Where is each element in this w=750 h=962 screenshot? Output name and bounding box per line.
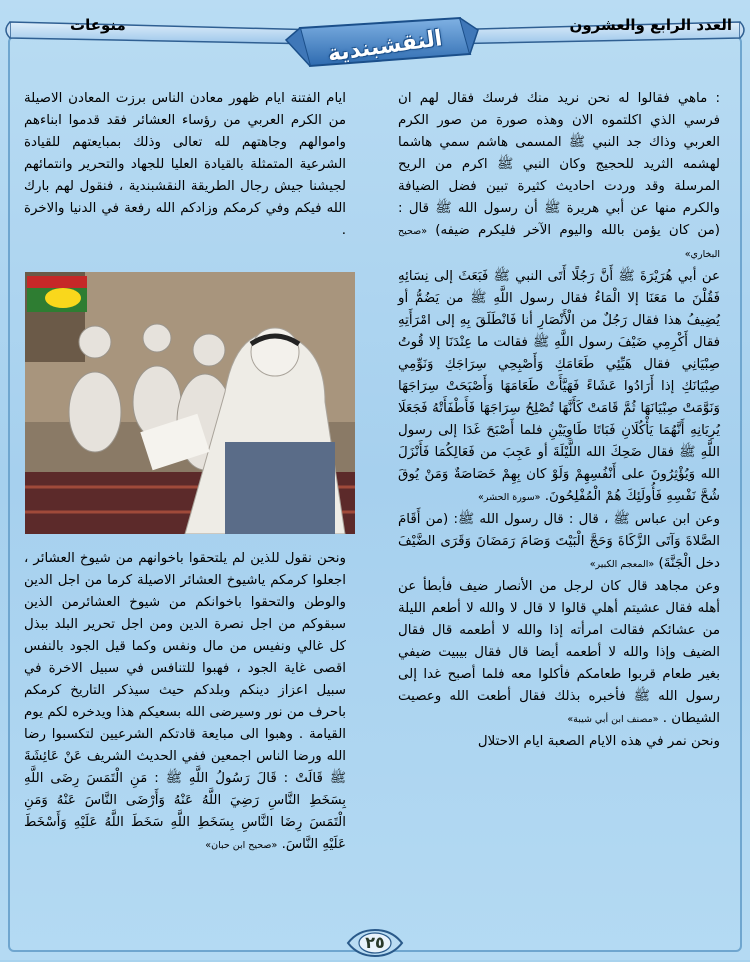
paragraph: ايام الفتنة ايام ظهور معادن الناس برزت المعادن الاصيلة من الكرم العربي من رؤساء العشائر فقد قدموا ابناءهم واموالهم وجاهتهم لله تعالى وذلك بمبايعتهم للقيادة الشرعية المتمثلة بالقيادة العليا للجهاد والتحرير وانتمائهم لجيشنا جيش رجال الطريقة النقشبندية ، فنقول لهم بارك الله فيكم وفي كرمكم وزادكم الله رفعة في الدنيا والاخرة . <box>24 91 346 238</box>
paragraph: : ماهي فقالوا له نحن نريد منك فرسك فقال لهم ان فرسي الذي اكلتموه الان وهذه صورة من صور الكرم العربي وذاك جد النبي ﷺ المسمى هاشم سمي هاشما لهشمه الثريد للحجيج وكان النبي ﷺ اكرم من الريح المرسلة وقد وردت احاديث كثيرة تبين فضل الضيافة والكرم منها عن أبي هريرة ﷺ أن رسول الله ﷺ قال : (من كان يؤمن بالله واليوم الآخر فليكرم ضيفه) «صحيح البخاري» <box>398 91 720 260</box>
photo-tribal-leaders <box>25 272 355 534</box>
header-banner <box>0 0 750 72</box>
page-number: ٢٥ <box>365 933 385 952</box>
left-column-bottom <box>24 548 346 857</box>
paragraph: وعن مجاهد قال كان لرجل من الأنصار ضيف فأبطأ عن أهله فقال عشيتم أهلي قالوا لا قال لا والله لا أطعم الليلة من عشائكم فقالت امرأته إذا والله لا أطعمه قال فقال الضيف وإذا والله لا أطعمه أيضا قال فقال بيبيت ضيفي بغير طعام قربوا طعامكم فأكلوا معه فلما أصبح غدا إلى رسول الله ﷺ فأخبره بذلك فقال أطعت الله وعصيت الشيطان . «مصنف ابن أبي شيبة» <box>398 579 720 726</box>
paragraph: ونحن نقول للذين لم يلتحقوا باخوانهم من شيوخ العشائر ، اجعلوا كرمكم ياشيوخ العشائر الاصيلة كرما من اجل الدين والوطن والتحقوا باخوانكم من شيوخ العشائرمن الذين سبقوكم من اجل نصرة الدين ومن اجل تحرير البلد ببذل كل غالي ونفيس من مال ونفس وكما قيل الجود بالنفس اقصى غاية الجود ، فهبوا للتنافس في سبيل الاخرة في سبيل اعزاز دينكم وبلدكم حيث سيذكر التاريخ كرمكم باحرف من نور وسيرضى الله بسعيكم هذا ويدخره لكم يوم القيامة . وهبوا الى مبايعة قادتكم الشرعيين لتكسبوا رضا الله ورضا الناس اجمعين ففي الحديث الشريف عَنْ عَائِشَةَ ﷺ قَالَتْ : قَالَ رَسُولُ اللَّهِ ﷺ : مَنِ الْتَمَسَ رِضَى اللَّهِ بِسَخَطِ النَّاسِ رَضِيَ اللَّهُ عَنْهُ وَأَرْضَى النَّاسَ عَنْهُ وَمَنِ الْتَمَسَ رِضَا النَّاسِ بِسَخَطِ اللَّهِ سَخَطَ اللَّهُ عَلَيْهِ وَأَسْخَطَ عَلَيْهِ النَّاسَ. «صحيح ابن حبان» <box>24 551 346 852</box>
section-label: منوعات <box>70 16 126 34</box>
issue-label: العدد الرابع والعشرون <box>569 16 732 34</box>
page-title: النقشبندية <box>326 26 444 67</box>
right-column <box>398 88 720 753</box>
photo-illustration <box>25 272 355 534</box>
page-number-badge <box>344 928 406 958</box>
paragraph: ونحن نمر في هذه الايام الصعبة ايام الاحتلال <box>477 734 720 749</box>
left-column-top <box>24 88 346 242</box>
paragraph: عن أبي هُرَيْرَةَ ﷺ أَنَّ رَجُلًا أَتَى النبي ﷺ فَبَعَثَ إلى نِسَائِهِ فَقُلْنَ ما مَعَنَا إلا الْمَاءُ فقال رسول اللَّهِ ﷺ من يَضُمُّ أو يُضِيفُ هذا فقال رَجُلٌ من الْأَنْصَارِ أنا فَانْطَلَقَ بِهِ إلى امْرَأَتِهِ فقال أَكْرِمِي ضَيْفَ رسول اللَّهِ ﷺ فقالت ما عِنْدَنَا إلا قُوتُ صِبْيَانِي فقال هَيِّئِي طَعَامَكِ وَأَصْبِحِي سِرَاجَكِ وَنَوِّمِي صِبْيَانَكِ إذا أَرَادُوا عَشَاءً فَهَيَّأَتْ طَعَامَهَا وَأَصْبَحَتْ سِرَاجَهَا وَنَوَّمَتْ صِبْيَانَهَا ثُمَّ قَامَتْ كَأَنَّهَا تُصْلِحُ سِرَاجَهَا فَأَطْفَأَتْهُ فَجَعَلَا يُرِيَانِهِ أَنَّهُمَا يَأْكُلَانِ فَبَاتَا طَاوِيَيْنِ فلما أَصْبَحَ غَدَا إلى رسول اللَّهِ ﷺ فقال ضَحِكَ الله اللَّيْلَةَ أو عَجِبَ من فَعَالِكُمَا فَأَنْزَلَ الله وَيُؤْثِرُونَ على أَنْفُسِهِمْ وَلَوْ كان بِهِمْ خَصَاصَةٌ وَمَنْ يُوقَ شُحَّ نَفْسِهِ فَأُولَئِكَ هُمْ الْمُفْلِحُونَ. «سورة الحشر» <box>398 269 720 504</box>
paragraph: وعن ابن عباس ﷺ ، قال : قال رسول الله ﷺ: (من أَقَامَ الصَّلاةَ وَآتَى الزَّكَاةَ وَحَجَّ الْبَيْتَ وَصَامَ رَمَضَانَ وَقَرَى الضَّيْفَ دخل الْجَنَّةَ) «المعجم الكبير» <box>398 512 720 571</box>
